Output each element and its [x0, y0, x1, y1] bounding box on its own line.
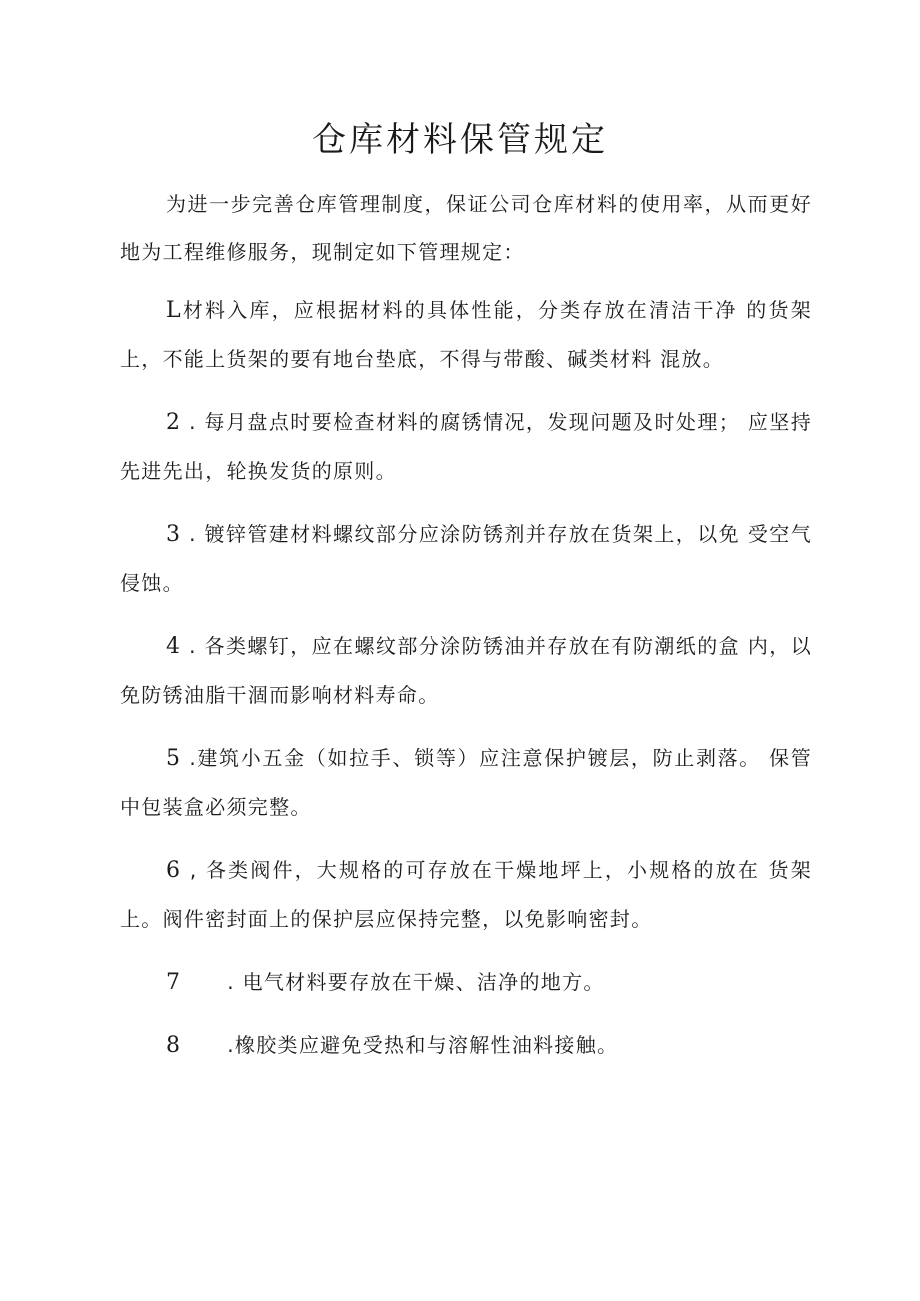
rule-number: 2	[166, 410, 182, 435]
rule-item	[120, 286, 812, 383]
rule-text: .橡胶类应避免受热和与溶解性油料接触。	[181, 1033, 619, 1057]
rule-number: 4	[166, 634, 182, 659]
rule-number: 8	[166, 1033, 182, 1058]
rule-item	[120, 958, 812, 1007]
rule-text: , 各类阀件，大规格的可存放在干燥地坪上，小规格的放在 货架上。阀件密封面上的保护层应保持完整，以免影响密封。	[120, 858, 812, 931]
rule-text: 材料入库，应根据材料的具体性能，分类存放在清洁干净 的货架上，不能上货架的要有地台垫底，不得与带酸、碱类材料 混放。	[120, 298, 812, 371]
intro-paragraph: 为进一步完善仓库管理制度，保证公司仓库材料的使用率，从而更好地为工程维修服务，现制定如下管理规定：	[120, 192, 812, 264]
rule-number: L	[166, 298, 182, 323]
rule-item	[120, 398, 812, 495]
rule-text: . 每月盘点时要检查材料的腐锈情况，发现问题及时处理； 应坚持先进先出，轮换发货的原则。	[120, 410, 812, 483]
document-body	[120, 180, 812, 1084]
rule-item	[120, 510, 812, 607]
rule-text: .建筑小五金（如拉手、锁等）应注意保护镀层，防止剥落。 保管中包装盒必须完整。	[120, 746, 812, 819]
rule-item	[120, 622, 812, 719]
rule-text: . 电气材料要存放在干燥、洁净的地方。	[181, 970, 605, 994]
page-title: 仓库材料保管规定	[312, 120, 608, 160]
rule-item	[120, 846, 812, 943]
rule-text: . 镀锌管建材料螺纹部分应涂防锈剂并存放在货架上，以免 受空气侵蚀。	[120, 522, 812, 595]
rule-number: 5	[166, 746, 182, 771]
rule-number: 7	[166, 970, 182, 995]
rule-number: 3	[166, 522, 182, 547]
rule-item	[120, 734, 812, 831]
rule-item	[120, 1021, 812, 1070]
rule-text: . 各类螺钉，应在螺纹部分涂防锈油并存放在有防潮纸的盒 内，以免防锈油脂干涸而影响材料寿命。	[120, 634, 812, 707]
rule-number: 6	[166, 858, 182, 883]
